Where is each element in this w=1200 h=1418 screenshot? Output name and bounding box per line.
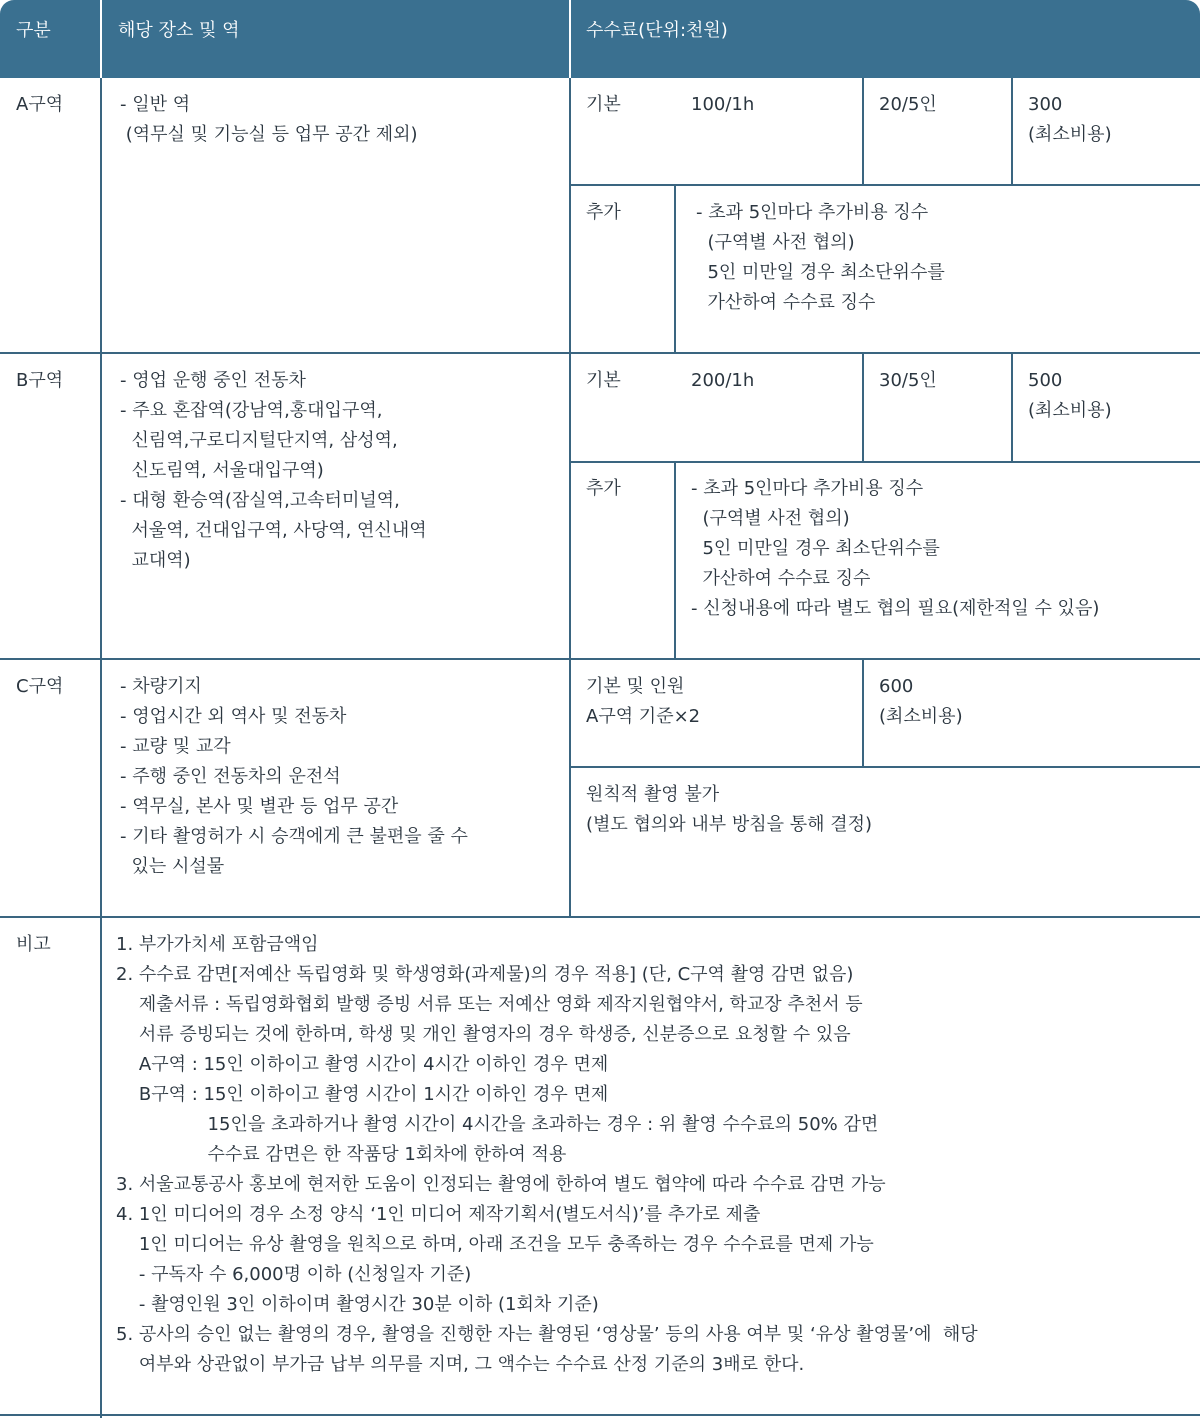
zone-b-extra-label: 추가: [586, 478, 621, 499]
remark-line: 제출서류 : 독립영화협회 발행 증빙 서류 또는 저예산 영화 제작지원협약서, 학교장 추천서 등: [116, 994, 863, 1015]
zone-c-note: [586, 780, 872, 840]
zone-a-extra-label: 추가: [586, 202, 621, 223]
zone-c-basic-text: [586, 672, 700, 732]
place-item: - 차량기지: [120, 676, 202, 697]
zone-b-places: [120, 366, 427, 576]
zone-c-places: [120, 672, 468, 882]
extra-line: 가산하여 수수료 징수: [696, 292, 876, 313]
remark-line: 4. 1인 미디어의 경우 소정 양식 ‘1인 미디어 제작기획서(별도서식)’를 추가로 제출: [116, 1204, 761, 1225]
column-divider: [100, 78, 102, 1418]
column-divider: [674, 462, 676, 658]
column-divider: [862, 78, 864, 186]
min-fee-caption: (최소비용): [1028, 124, 1112, 145]
column-divider: [674, 186, 676, 352]
basic-line: A구역 기준×2: [586, 706, 701, 727]
zone-a-basic-rate: 100/1h: [691, 94, 755, 115]
extra-line: - 초과 5인마다 추가비용 징수: [696, 202, 929, 223]
column-divider: [862, 660, 864, 768]
column-divider: [569, 78, 571, 918]
min-fee-caption: (최소비용): [1028, 400, 1112, 421]
place-item: - 기타 촬영허가 시 승객에게 큰 불편을 줄 수: [120, 826, 468, 847]
extra-line: (구역별 사전 협의): [691, 508, 850, 529]
extra-line: 가산하여 수수료 징수: [691, 568, 871, 589]
zone-a-basic-people: 20/5인: [879, 94, 937, 115]
place-item: - 영업 운행 중인 전동차: [120, 370, 306, 391]
min-fee-value: 300: [1028, 94, 1063, 115]
row-divider: [0, 1414, 1200, 1416]
place-item: - 주행 중인 전동차의 운전석: [120, 766, 341, 787]
column-divider: [862, 354, 864, 462]
place-item: - 일반 역: [120, 94, 191, 115]
row-divider: [0, 916, 1200, 918]
place-item: 신도림역, 서울대입구역): [120, 460, 324, 481]
remark-line: B구역 : 15인 이하이고 촬영 시간이 1시간 이하인 경우 면제: [116, 1084, 609, 1105]
zone-a-label: A구역: [16, 94, 64, 115]
zone-b-basic-rate: 200/1h: [691, 370, 755, 391]
remark-line: 여부와 상관없이 부가금 납부 의무를 지며, 그 액수는 수수료 산정 기준의 3배로 한다.: [116, 1354, 805, 1375]
place-item: - 교량 및 교각: [120, 736, 231, 757]
remarks-label: 비고: [16, 934, 51, 955]
extra-line: - 신청내용에 따라 별도 협의 필요(제한적일 수 있음): [691, 598, 1100, 619]
min-fee-value: 500: [1028, 370, 1063, 391]
zone-b-basic-label: 기본: [586, 370, 621, 391]
place-item: - 역무실, 본사 및 별관 등 업무 공간: [120, 796, 399, 817]
extra-line: 5인 미만일 경우 최소단위수를: [691, 538, 940, 559]
min-fee-caption: (최소비용): [879, 706, 963, 727]
extra-line: 5인 미만일 경우 최소단위수를: [696, 262, 945, 283]
remark-line: A구역 : 15인 이하이고 촬영 시간이 4시간 이하인 경우 면제: [116, 1054, 609, 1075]
table-header: [0, 0, 1200, 78]
zone-a-basic-label: 기본: [586, 94, 621, 115]
remark-line: - 구독자 수 6,000명 이하 (신청일자 기준): [116, 1264, 472, 1285]
header-category: 구분: [16, 20, 51, 41]
remark-line: 2. 수수료 감면[저예산 독립영화 및 학생영화(과제물)의 경우 적용] (단, C구역 촬영 감면 없음): [116, 964, 854, 985]
row-divider: [0, 658, 1200, 660]
zone-b-basic-min: [1028, 366, 1112, 426]
remark-line: - 촬영인원 3인 이하이며 촬영시간 30분 이하 (1회차 기준): [116, 1294, 599, 1315]
header-places: 해당 장소 및 역: [118, 20, 240, 41]
basic-line: 기본 및 인원: [586, 676, 685, 697]
place-item: - 영업시간 외 역사 및 전동차: [120, 706, 347, 727]
zone-b-label: B구역: [16, 370, 64, 391]
zone-a-places: [120, 90, 418, 150]
remark-line: 3. 서울교통공사 홍보에 현저한 도움이 인정되는 촬영에 한하여 별도 협약에 따라 수수료 감면 가능: [116, 1174, 886, 1195]
note-line: 원칙적 촬영 불가: [586, 784, 720, 805]
remark-line: 5. 공사의 승인 없는 촬영의 경우, 촬영을 진행한 자는 촬영된 ‘영상물’ 등의 사용 여부 및 ‘유상 촬영물’에 해당: [116, 1324, 978, 1345]
place-item: (역무실 및 기능실 등 업무 공간 제외): [120, 124, 418, 145]
remark-line: 15인을 초과하거나 촬영 시간이 4시간을 초과하는 경우 : 위 촬영 수수료의 50% 감면: [116, 1114, 879, 1135]
zone-b-extra-text: [691, 474, 1099, 624]
place-item: 서울역, 건대입구역, 사당역, 연신내역: [120, 520, 427, 541]
min-fee-value: 600: [879, 676, 914, 697]
remark-line: 수수료 감면은 한 작품당 1회차에 한하여 적용: [116, 1144, 567, 1165]
zone-b-basic-people: 30/5인: [879, 370, 937, 391]
row-divider: [569, 461, 1200, 463]
header-divider: [100, 0, 102, 78]
place-item: 교대역): [120, 550, 191, 571]
place-item: - 대형 환승역(잠실역,고속터미널역,: [120, 490, 400, 511]
zone-c-label: C구역: [16, 676, 64, 697]
row-divider: [569, 766, 1200, 768]
row-divider: [0, 352, 1200, 354]
column-divider: [1011, 354, 1013, 462]
header-divider: [569, 0, 571, 78]
extra-line: - 초과 5인마다 추가비용 징수: [691, 478, 924, 499]
header-fee: 수수료(단위:천원): [586, 20, 728, 41]
note-line: (별도 협의와 내부 방침을 통해 결정): [586, 814, 873, 835]
place-item: 신림역,구로디지털단지역, 삼성역,: [120, 430, 398, 451]
place-item: 있는 시설물: [120, 856, 225, 877]
column-divider: [1011, 78, 1013, 186]
remark-line: 1인 미디어는 유상 촬영을 원칙으로 하며, 아래 조건을 모두 충족하는 경우 수수료를 면제 가능: [116, 1234, 874, 1255]
place-item: - 주요 혼잡역(강남역,홍대입구역,: [120, 400, 383, 421]
extra-line: (구역별 사전 협의): [696, 232, 855, 253]
zone-c-basic-min: [879, 672, 963, 732]
remarks-list: [116, 930, 978, 1380]
zone-a-extra-text: [696, 198, 945, 318]
remark-line: 1. 부가가치세 포함금액임: [116, 934, 319, 955]
zone-a-basic-min: [1028, 90, 1112, 150]
row-divider: [569, 184, 1200, 186]
remark-line: 서류 증빙되는 것에 한하며, 학생 및 개인 촬영자의 경우 학생증, 신분증으로 요청할 수 있음: [116, 1024, 851, 1045]
